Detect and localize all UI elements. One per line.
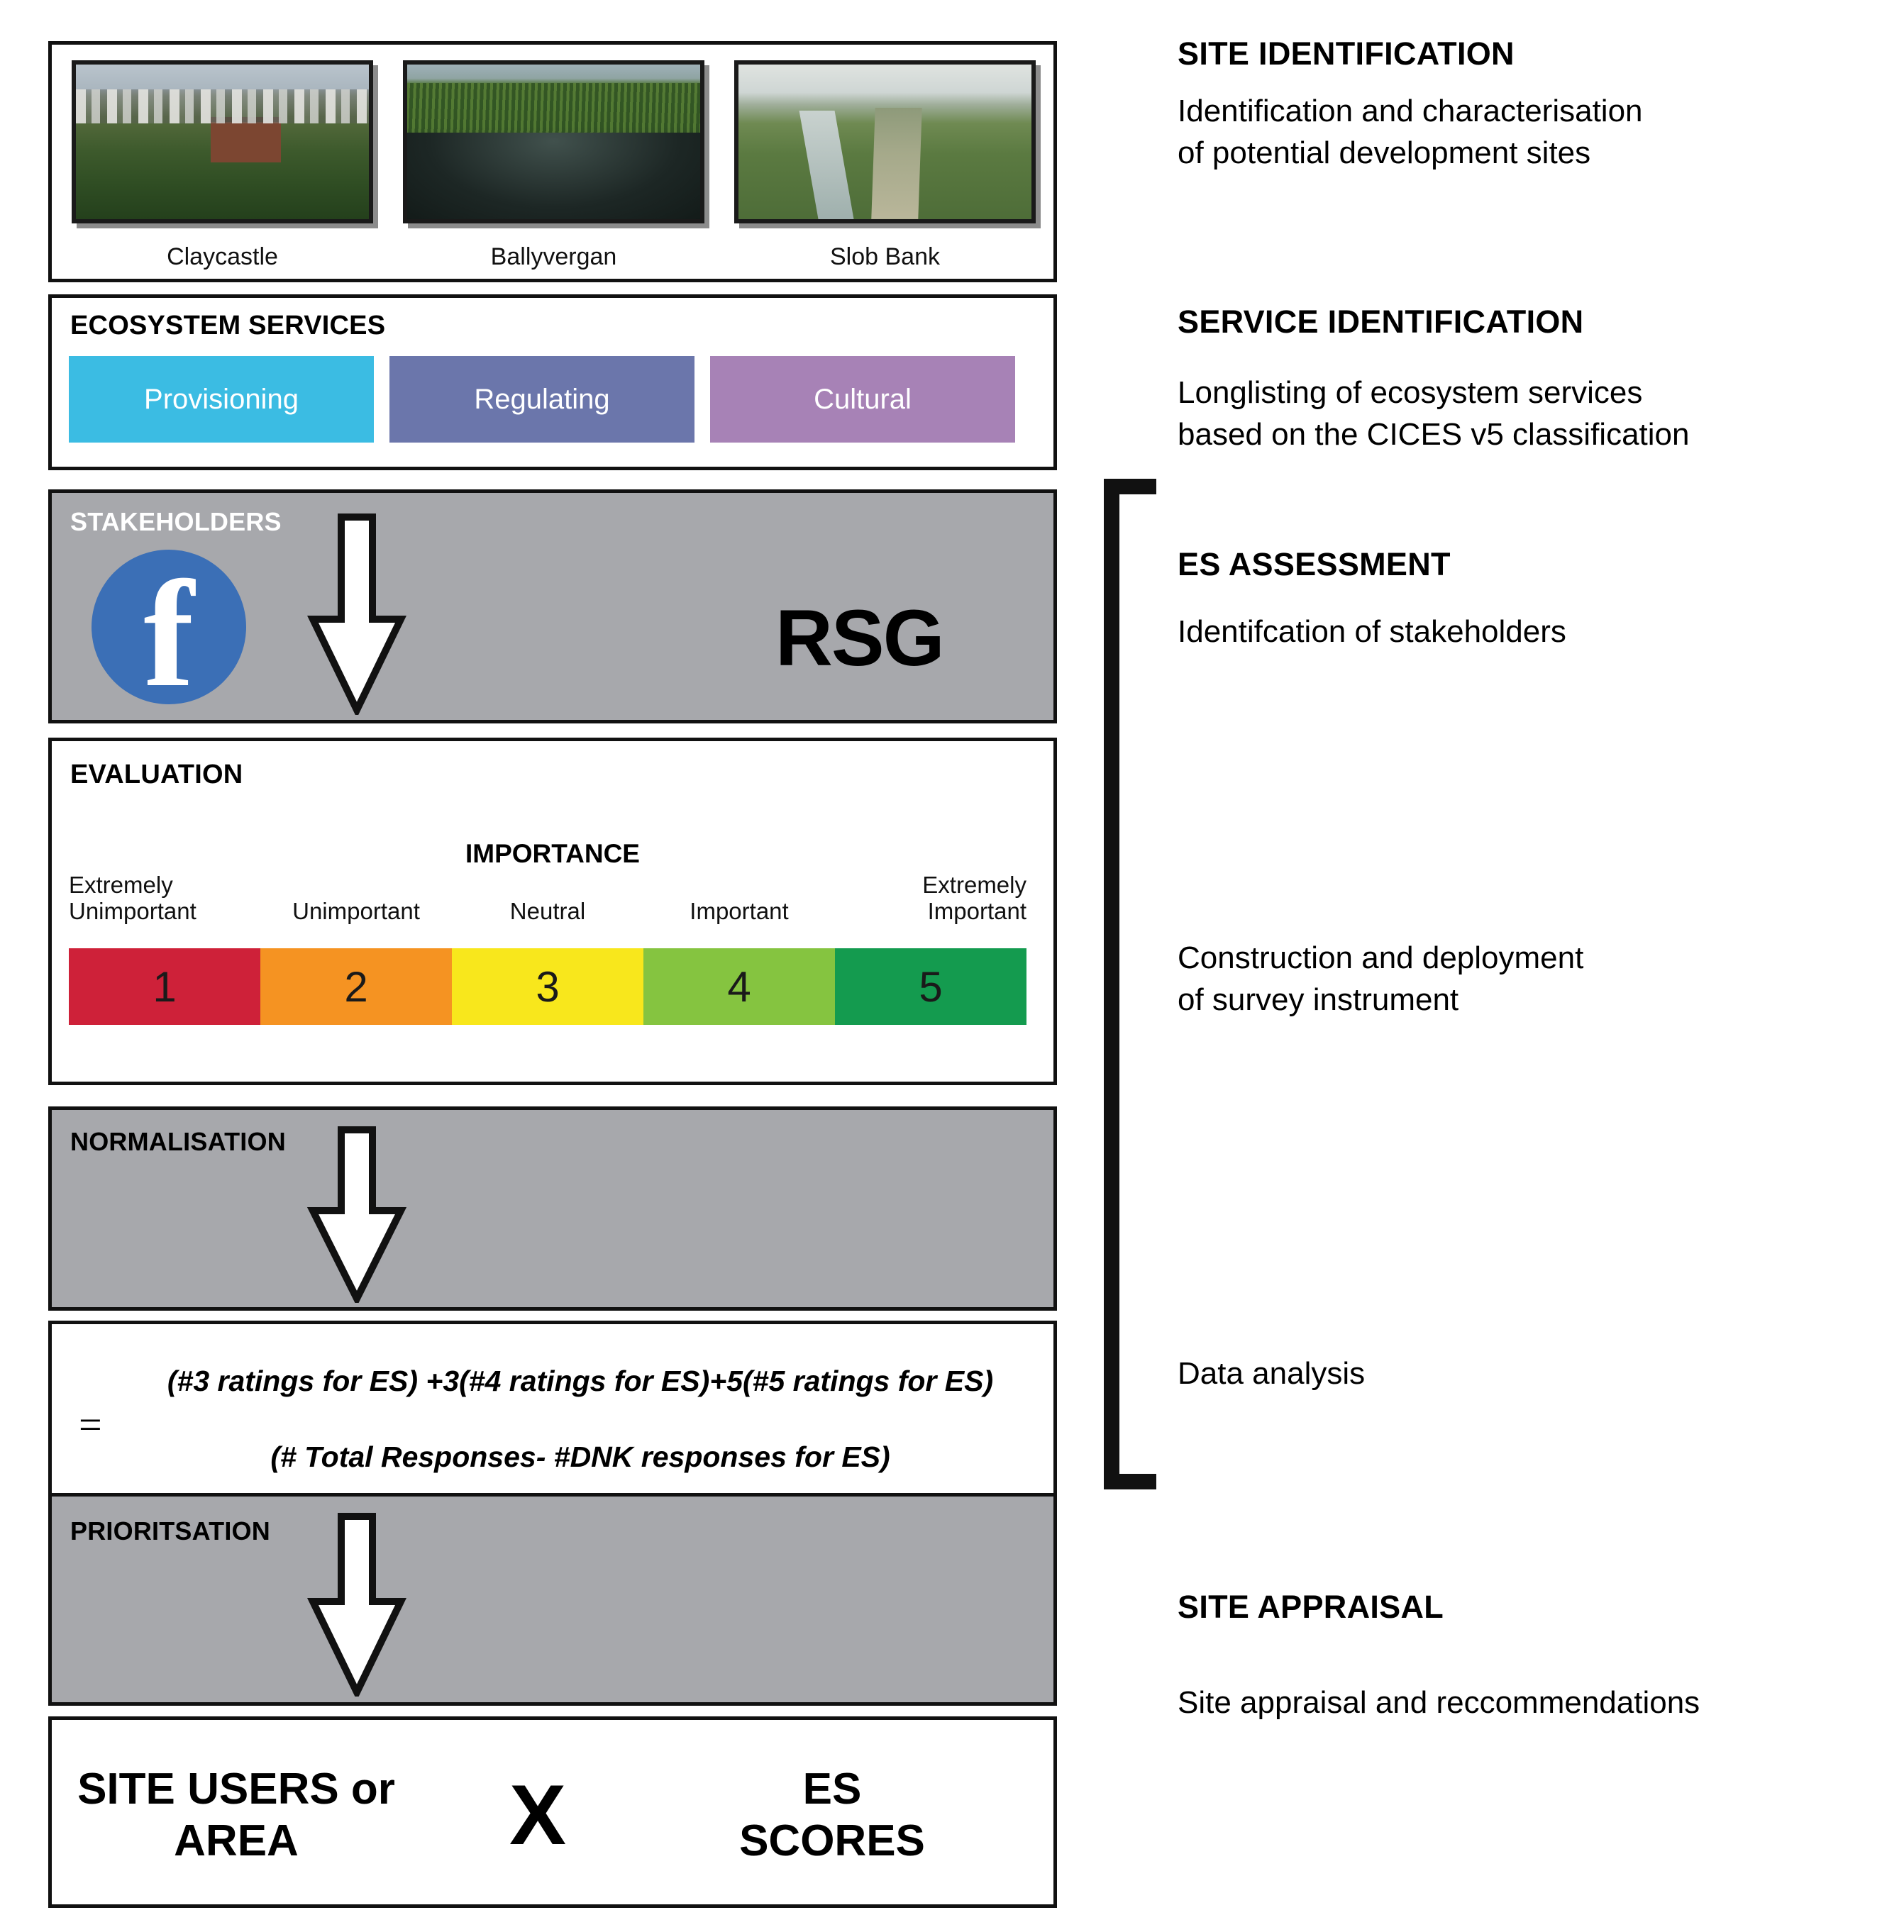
scale-label-line1 [260, 872, 452, 899]
stage-body-line1: Site appraisal and reccommendations [1178, 1685, 1700, 1720]
stage-body-site-appraisal [1178, 1682, 1887, 1724]
stage-body-line2: based on the CICES v5 classification [1178, 416, 1690, 452]
stage-heading-service-identification: SERVICE IDENTIFICATION [1178, 304, 1584, 340]
scale-value: 5 [919, 962, 943, 1011]
photo-claycastle [72, 60, 373, 223]
scale-label-line2: Important [927, 897, 1026, 924]
stage-body-service-identification [1178, 372, 1873, 455]
ecosystem-services-chips [69, 356, 1015, 443]
scale-label-1 [69, 872, 260, 925]
stage-body-data-analysis [1178, 1353, 1873, 1395]
stage-body-line1: Identification and characterisation [1178, 94, 1643, 128]
rsg-label: RSG [775, 594, 943, 682]
photo-row [72, 60, 1036, 271]
scale-cell-5[interactable] [835, 948, 1026, 1025]
scale-cell-1[interactable] [69, 948, 260, 1025]
scale-label-line2: Unimportant [292, 898, 420, 924]
scale-label-line1: Extremely [922, 872, 1026, 898]
scale-label-line2: Unimportant [69, 897, 197, 924]
down-arrow-icon [286, 1512, 428, 1697]
normalisation-formula [137, 1367, 1024, 1472]
ecosystem-services-box [48, 294, 1057, 470]
importance-title: IMPORTANCE [465, 839, 640, 868]
scale-label-line1 [643, 872, 835, 899]
importance-scale [69, 948, 1026, 1025]
site-identification-box [48, 41, 1057, 282]
es-chip-provisioning[interactable] [69, 356, 374, 443]
evaluation-label: EVALUATION [70, 760, 243, 789]
formula-denominator: (# Total Responses- #DNK responses for ES) [270, 1440, 890, 1473]
scale-label-3 [452, 872, 643, 925]
normalisation-label: NORMALISATION [70, 1127, 286, 1156]
stage-body-line1: Identifcation of stakeholders [1178, 614, 1566, 649]
stakeholders-label: STAKEHOLDERS [70, 507, 282, 536]
facebook-f-glyph: f [143, 549, 194, 719]
photo-cell-slob-bank [734, 60, 1036, 271]
photo-cell-claycastle [72, 60, 373, 271]
scale-label-line1: Extremely [69, 872, 173, 898]
scale-label-2 [260, 872, 452, 925]
es-chip-regulating[interactable] [389, 356, 694, 443]
prioritisation-label: PRIORITSATION [70, 1516, 270, 1545]
scale-value: 4 [727, 962, 751, 1011]
es-chip-label: Cultural [814, 383, 912, 415]
stage-heading-es-assessment: ES ASSESSMENT [1178, 546, 1451, 582]
es-assessment-bracket [1104, 479, 1161, 1493]
photo-ballyvergan [403, 60, 704, 223]
scale-cell-3[interactable] [452, 948, 643, 1025]
ecosystem-services-label: ECOSYSTEM SERVICES [70, 311, 386, 340]
multiply-operator: X [509, 1767, 567, 1862]
scale-label-line2: Neutral [509, 898, 586, 924]
photo-caption: Claycastle [167, 243, 278, 270]
stakeholders-box [48, 489, 1057, 723]
scale-label-5 [835, 872, 1026, 925]
photo-caption: Ballyvergan [490, 243, 617, 270]
final-formula [52, 1744, 1053, 1886]
scale-label-4 [643, 872, 835, 925]
final-right-term [655, 1763, 1009, 1867]
down-arrow-icon [286, 513, 428, 715]
final-right-line1: ES [802, 1764, 862, 1814]
photo-slob-bank [734, 60, 1036, 223]
final-right-line2: SCORES [739, 1816, 925, 1865]
scale-label-line2: Important [690, 898, 789, 924]
es-chip-label: Provisioning [144, 383, 299, 415]
scale-cell-4[interactable] [643, 948, 835, 1025]
final-formula-box [48, 1716, 1057, 1908]
formula-numerator: (#3 ratings for ES) +3(#4 ratings for ES)+5(#5 ratings for ES) [167, 1365, 994, 1397]
equals-sign: = [79, 1401, 102, 1448]
es-chip-label: Regulating [474, 383, 610, 415]
final-left-line1: SITE USERS or [77, 1764, 395, 1814]
prioritisation-box [48, 1493, 1057, 1706]
stage-body-line2: of potential development sites [1178, 135, 1591, 170]
photo-caption: Slob Bank [830, 243, 940, 270]
stage-heading-site-appraisal: SITE APPRAISAL [1178, 1589, 1444, 1625]
scale-label-row [69, 872, 1028, 925]
down-arrow-icon [286, 1126, 428, 1303]
final-left-term [52, 1763, 421, 1867]
final-left-line2: AREA [174, 1816, 299, 1865]
facebook-icon[interactable] [92, 549, 246, 719]
photo-cell-ballyvergan [403, 60, 704, 271]
evaluation-box [48, 738, 1057, 1085]
stage-body-es-assessment [1178, 611, 1873, 653]
stage-body-line1: Longlisting of ecosystem services [1178, 375, 1643, 410]
scale-label-line1 [452, 872, 643, 899]
stage-body-line2: of survey instrument [1178, 982, 1459, 1017]
scale-value: 2 [344, 962, 368, 1011]
stage-body-site-identification [1178, 91, 1859, 174]
scale-cell-2[interactable] [260, 948, 452, 1025]
normalisation-box [48, 1106, 1057, 1311]
stage-body-line1: Construction and deployment [1178, 940, 1584, 975]
stage-body-line1: Data analysis [1178, 1356, 1366, 1391]
scale-value: 3 [536, 962, 560, 1011]
stage-body-survey-instrument [1178, 938, 1873, 1021]
es-chip-cultural[interactable] [710, 356, 1015, 443]
scale-value: 1 [153, 962, 177, 1011]
stage-heading-site-identification: SITE IDENTIFICATION [1178, 35, 1515, 72]
